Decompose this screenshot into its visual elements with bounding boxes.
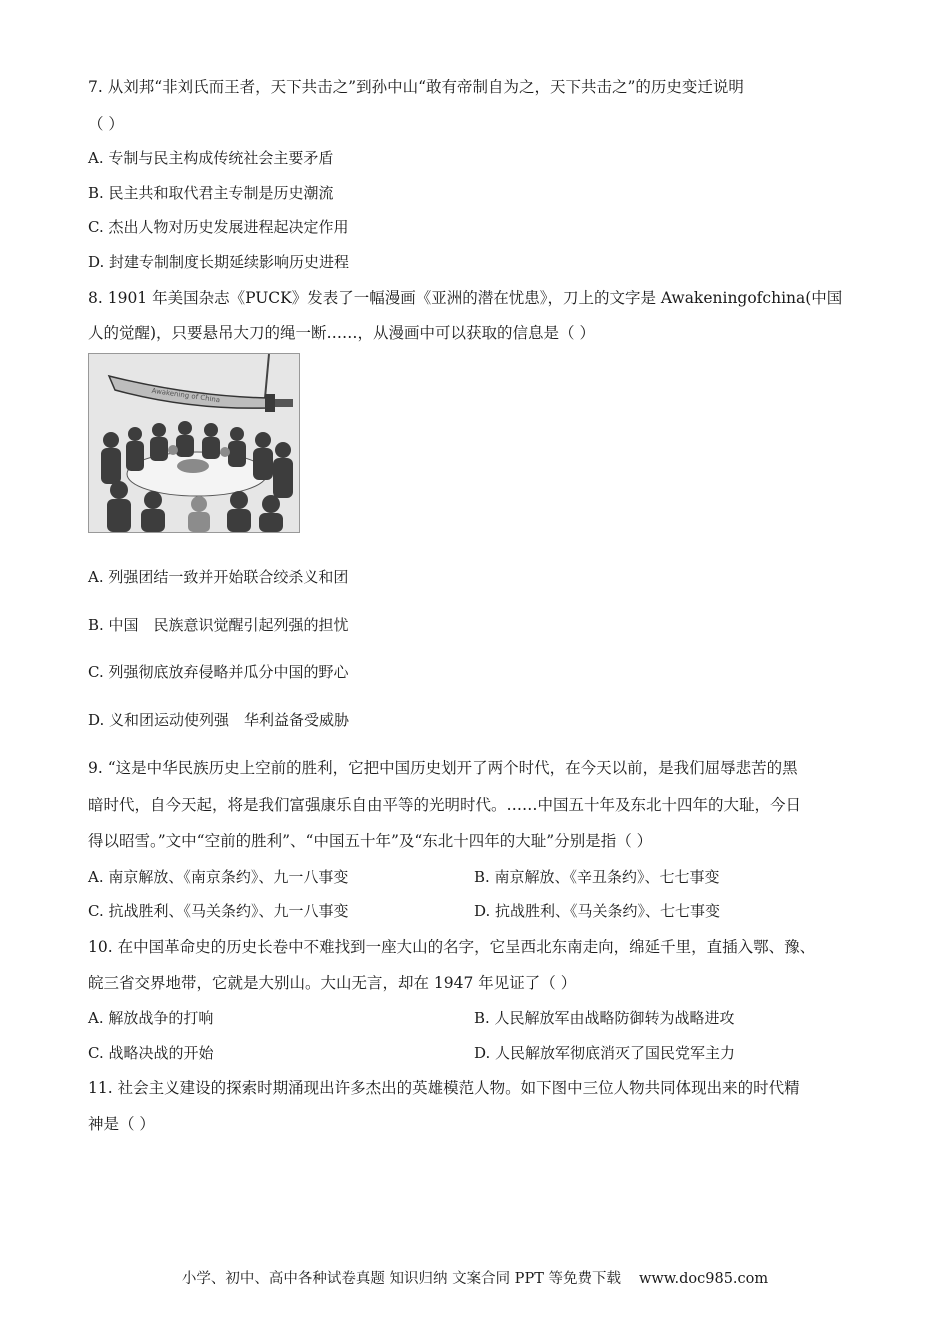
q8-stem-line1: 8. 1901 年美国杂志《PUCK》发表了一幅漫画《亚洲的潜在忧患》，刀上的文字是 Awakeningofchina(中国 <box>88 289 843 307</box>
q7-option-c: C. 杰出人物对历史发展进程起决定作用 <box>88 218 349 236</box>
q7-paren: （ ） <box>88 115 124 133</box>
q8-option-d: D. 义和团运动使列强 华利益备受威胁 <box>88 711 350 729</box>
q9-stem-line1: 9. “这是中华民族历史上空前的胜利，它把中国历史划开了两个时代，在今天以前，是我们屈辱悲苦的黑 <box>88 759 798 777</box>
q8-option-b: B. 中国 民族意识觉醒引起列强的担忧 <box>88 616 349 634</box>
footer-link[interactable]: www.doc985.com <box>638 1271 769 1287</box>
q11-stem-line2: 神是（ ） <box>88 1115 155 1133</box>
cartoon-drawing <box>89 354 299 532</box>
q9-option-a: A. 南京解放、《南京条约》、九一八事变 <box>88 868 349 886</box>
q10-option-b: B. 人民解放军由战略防御转为战略进攻 <box>474 1009 735 1027</box>
q7-option-b: B. 民主共和取代君主专制是历史潮流 <box>88 184 334 202</box>
q8-option-a: A. 列强团结一致并开始联合绞杀义和团 <box>88 568 349 586</box>
footer-text: 小学、初中、高中各种试卷真题 知识归纳 文案合同 PPT 等免费下载 <box>181 1271 621 1287</box>
q7-option-a: A. 专制与民主构成传统社会主要矛盾 <box>88 149 334 167</box>
q8-option-c: C. 列强彻底放弃侵略并瓜分中国的野心 <box>88 663 349 681</box>
q11-stem-line1: 11. 社会主义建设的探索时期涌现出许多杰出的英雄模范人物。如下图中三位人物共同体现出来的时代精 <box>88 1079 800 1097</box>
q10-option-d: D. 人民解放军彻底消灭了国民党军主力 <box>474 1044 736 1062</box>
q9-option-b: B. 南京解放、《辛丑条约》、七七事变 <box>474 868 720 886</box>
q7-option-d: D. 封建专制制度长期延续影响历史进程 <box>88 253 350 271</box>
q10-option-a: A. 解放战争的打响 <box>88 1009 214 1027</box>
q9-option-c: C. 抗战胜利、《马关条约》、九一八事变 <box>88 902 349 920</box>
cartoon-image <box>88 353 300 533</box>
q10-option-c: C. 战略决战的开始 <box>88 1044 214 1062</box>
q9-option-d: D. 抗战胜利、《马关条约》、七七事变 <box>474 902 721 920</box>
q9-stem-line2: 暗时代，自今天起，将是我们富强康乐自由平等的光明时代。……中国五十年及东北十四年的大耻，今日 <box>88 796 802 814</box>
page-footer <box>0 1269 950 1289</box>
q9-stem-line3: 得以昭雪。”文中“空前的胜利”、“中国五十年”及“东北十四年的大耻”分别是指（ ） <box>88 832 653 850</box>
q10-stem-line2: 皖三省交界地带，它就是大别山。大山无言，却在 1947 年见证了（ ） <box>88 974 577 992</box>
q7-stem: 7. 从刘邦“非刘氏而王者，天下共击之”到孙中山“敢有帝制自为之，天下共击之”的历史变迁说明 <box>88 78 744 96</box>
q8-stem-line2: 人的觉醒)，只要悬吊大刀的绳一断……，从漫画中可以获取的信息是（ ） <box>88 324 595 342</box>
q10-stem-line1: 10. 在中国革命史的历史长卷中不难找到一座大山的名字，它呈西北东南走向，绵延千里，直插入鄂、豫、 <box>88 938 816 956</box>
sword-inscription: Awakening of China <box>151 386 221 405</box>
